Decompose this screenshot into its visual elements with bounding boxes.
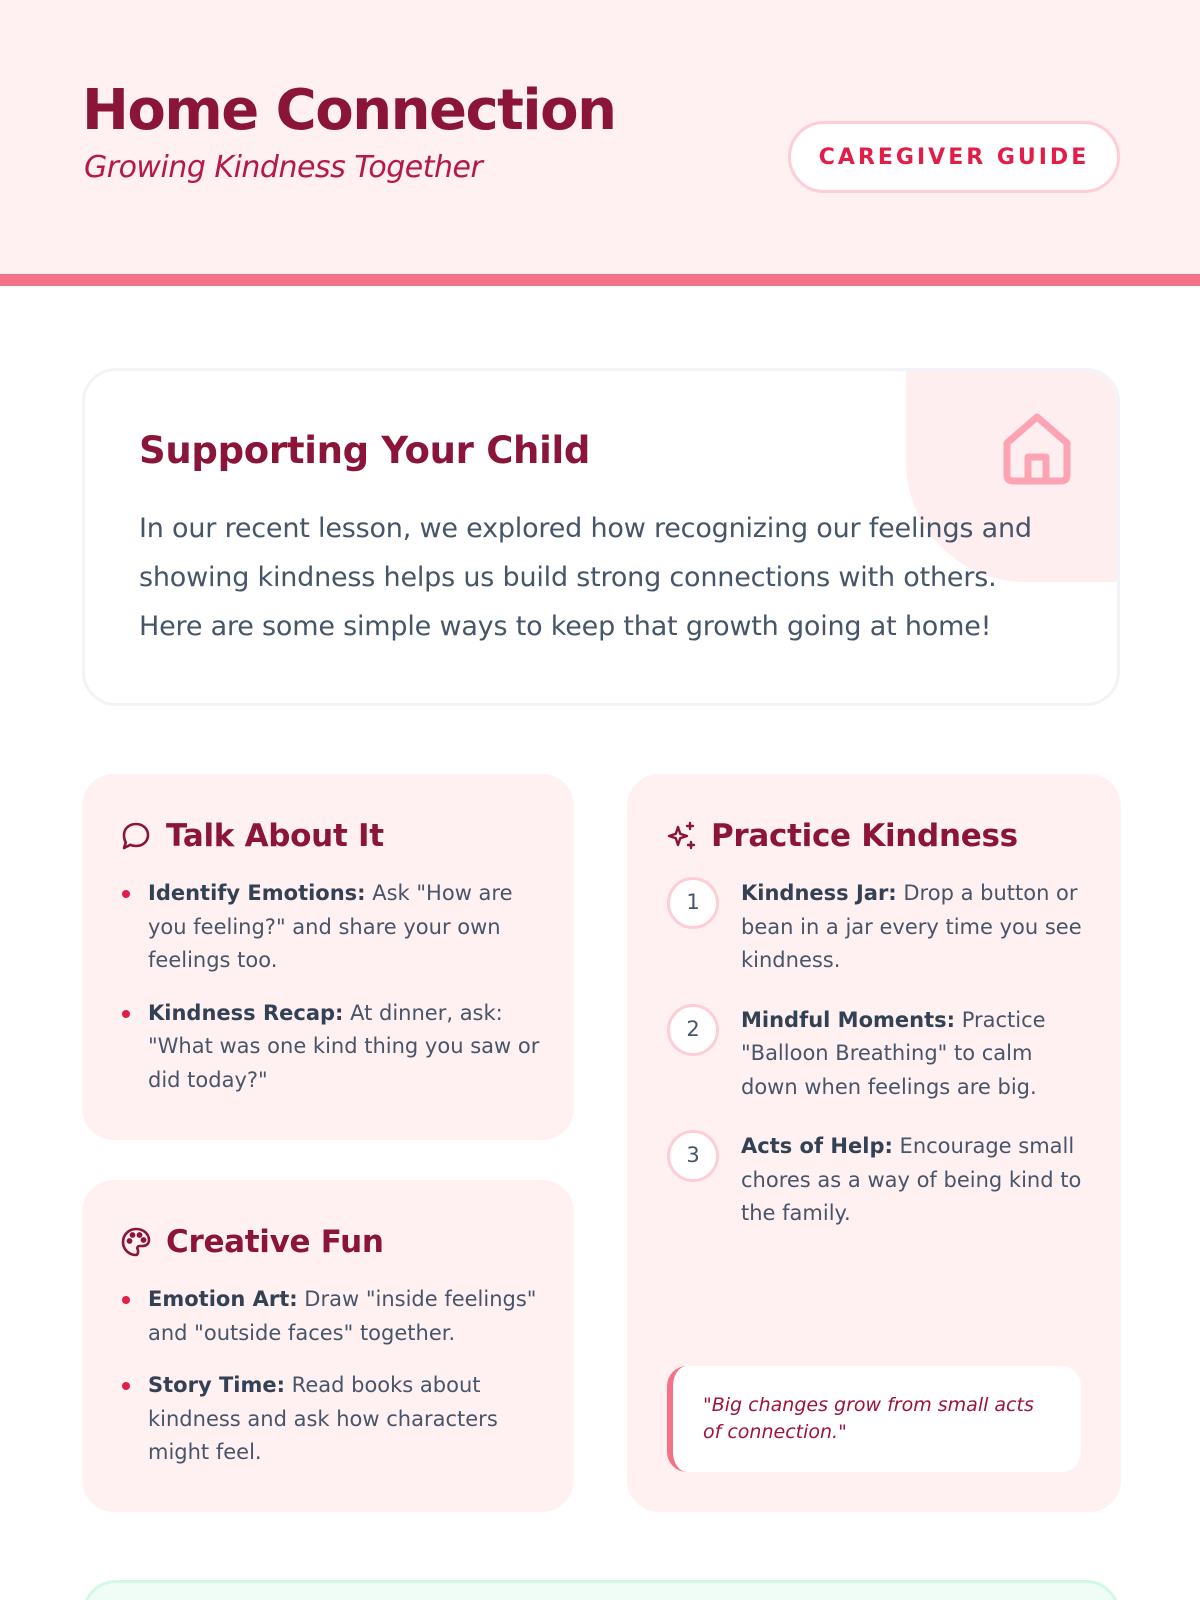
intro-card	[82, 368, 1120, 706]
talk-list	[120, 877, 540, 1116]
list-item	[120, 1283, 540, 1350]
card-header	[665, 818, 1018, 854]
bullet	[122, 1382, 130, 1390]
page-header	[0, 0, 1200, 274]
item-text: Drop a button or bean in a jar every time you see kindness.	[741, 881, 1082, 972]
item-label: Emotion Art:	[148, 1287, 298, 1311]
list-item	[667, 1130, 1087, 1231]
list-item	[120, 877, 540, 978]
item-text: At dinner, ask: "What was one kind thing you saw or did today?"	[148, 1000, 540, 1092]
list-item	[120, 1369, 540, 1470]
step-number: 3	[667, 1130, 719, 1182]
page-title: Home Connection	[82, 78, 616, 143]
item-label: Identify Emotions:	[148, 881, 366, 905]
list-item	[667, 1004, 1087, 1105]
item-text: Practice "Balloon Breathing" to calm down when feelings are big.	[741, 1007, 1046, 1099]
intro-text: In our recent lesson, we explored how recognizing our feelings and showing kindness helps us build strong connections with others. Here are some simple ways to keep that growth going at home!	[139, 513, 1032, 642]
card-title: Practice Kindness	[711, 818, 1018, 854]
bullet	[122, 1010, 130, 1018]
next-section-card	[82, 1580, 1120, 1600]
page-subtitle: Growing Kindness Together	[84, 150, 483, 185]
item-label: Kindness Jar:	[741, 881, 897, 905]
item-text: Ask "How are you feeling?" and share your own feelings too.	[148, 881, 513, 972]
chat-bubble-icon	[120, 820, 152, 852]
bullet	[122, 890, 130, 898]
card-header	[120, 1224, 384, 1260]
item-label: Mindful Moments:	[741, 1007, 956, 1032]
step-number: 1	[667, 877, 719, 929]
item-label: Kindness Recap:	[148, 1000, 344, 1025]
item-text: Read books about kindness and ask how characters might feel.	[148, 1373, 498, 1464]
list-item	[667, 877, 1087, 978]
card-title: Creative Fun	[166, 1224, 384, 1260]
header-divider	[0, 274, 1200, 286]
step-number: 2	[667, 1004, 719, 1056]
item-label: Acts of Help:	[741, 1134, 893, 1158]
intro-title: Supporting Your Child	[139, 429, 591, 472]
list-item	[120, 997, 540, 1098]
creative-fun-card	[82, 1180, 574, 1512]
home-icon	[1001, 411, 1073, 487]
palette-icon	[120, 1226, 152, 1258]
sparkles-icon	[665, 820, 697, 852]
item-text: Draw "inside feelings" and "outside faces" together.	[148, 1287, 537, 1345]
quote-box: "Big changes grow from small acts of connection."	[667, 1366, 1081, 1472]
caregiver-guide-button[interactable]: CAREGIVER GUIDE	[788, 121, 1120, 193]
practice-kindness-card	[627, 774, 1121, 1512]
practice-list	[667, 877, 1087, 1257]
creative-list	[120, 1283, 540, 1489]
talk-about-it-card	[82, 774, 574, 1140]
item-text: Encourage small chores as a way of being kind to the family.	[741, 1134, 1082, 1225]
card-header	[120, 818, 384, 854]
bullet	[122, 1296, 130, 1304]
card-title: Talk About It	[166, 818, 384, 854]
item-label: Story Time:	[148, 1373, 285, 1397]
